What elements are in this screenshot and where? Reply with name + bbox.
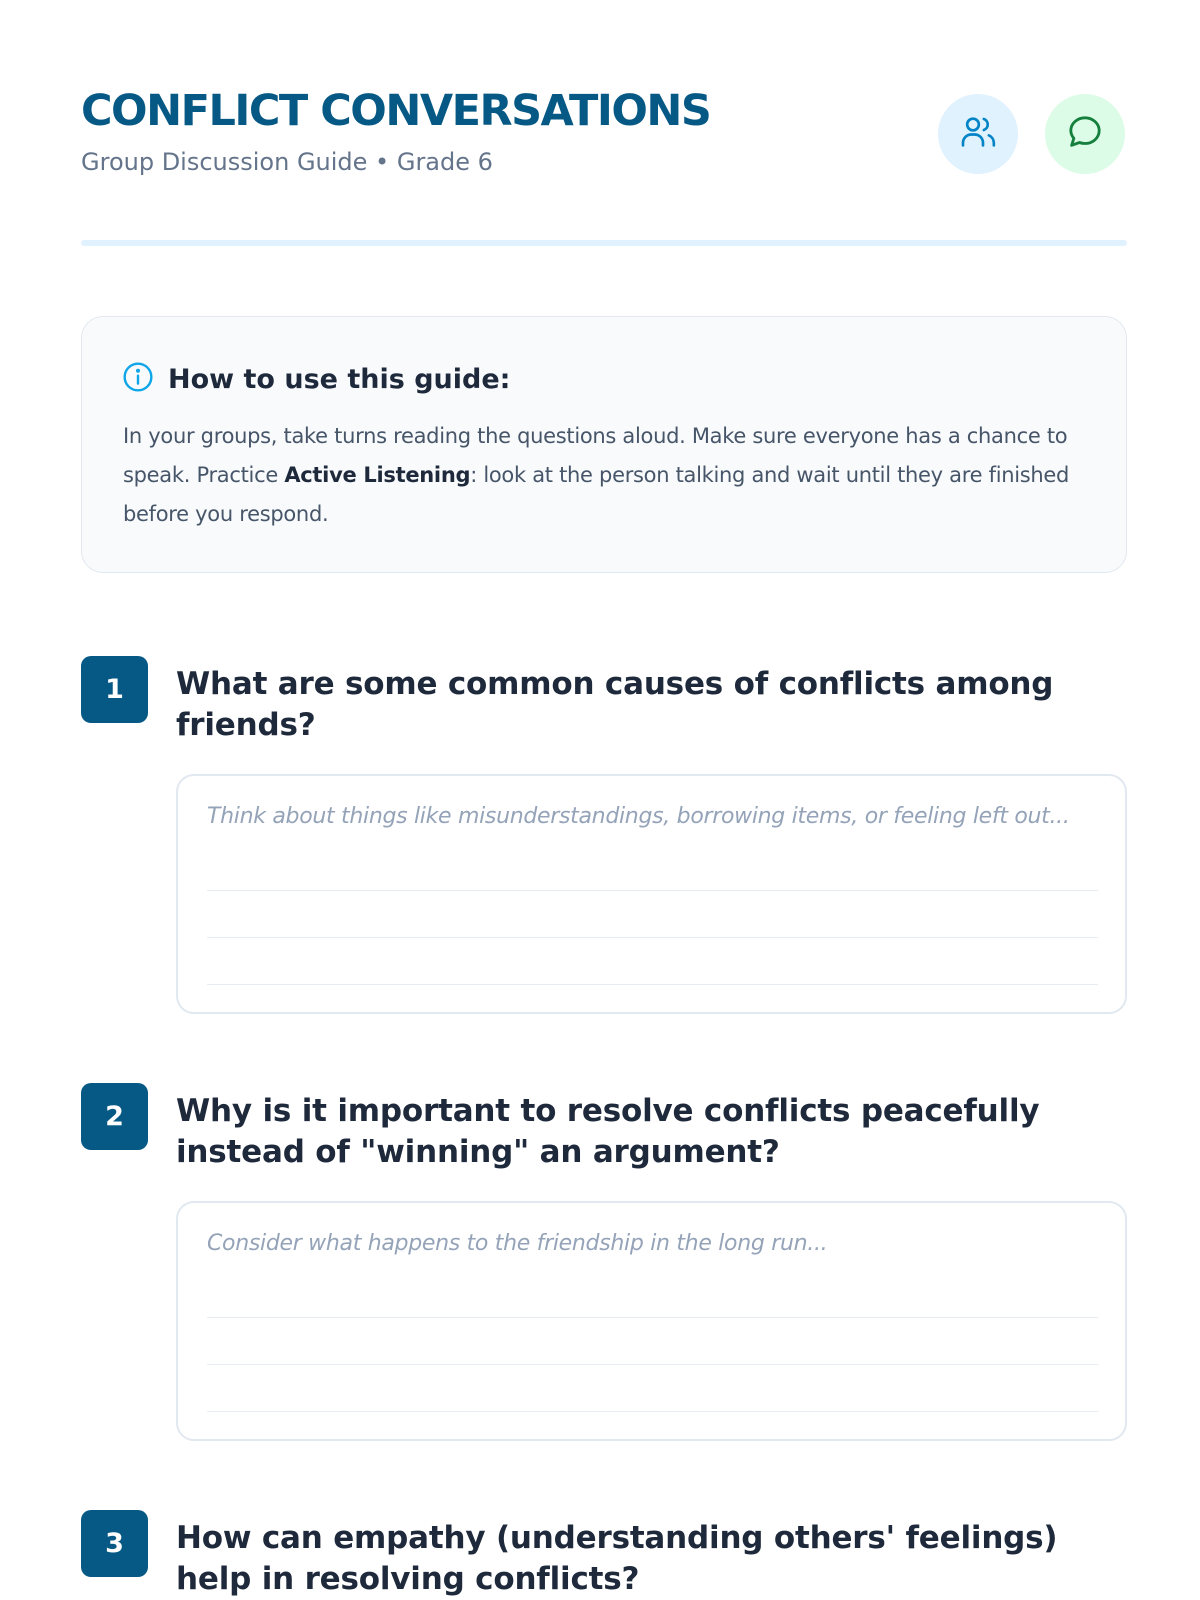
question-number-badge: 1 (81, 656, 148, 723)
question-text: Why is it important to resolve conflicts peacefully instead of "winning" an argument? (176, 1093, 1040, 1170)
question-number-badge: 2 (81, 1083, 148, 1150)
active-listening-term: Active Listening (284, 463, 471, 487)
instructions-text-start: In your groups, take turns reading the questions aloud. Make sure everyone has a chance to speak. Practice (123, 424, 1068, 487)
answer-hint: Think about things like misunderstandings, borrowing items, or feeling left out... (207, 804, 1070, 829)
writing-line (207, 1364, 1098, 1365)
instructions-box (81, 316, 1127, 573)
info-icon (122, 361, 154, 397)
users-icon-button[interactable] (938, 94, 1018, 174)
chat-icon-button[interactable] (1045, 94, 1125, 174)
page-title: CONFLICT CONVERSATIONS (81, 86, 711, 136)
users-icon (958, 112, 998, 156)
answer-box[interactable] (176, 774, 1127, 1014)
answer-hint: Consider what happens to the friendship in the long run... (207, 1231, 828, 1256)
question-text: How can empathy (understanding others' feelings) help in resolving conflicts? (176, 1520, 1058, 1597)
writing-line (207, 890, 1098, 891)
header-divider (81, 240, 1127, 246)
instructions-title: How to use this guide: (168, 363, 511, 395)
page-subtitle: Group Discussion Guide • Grade 6 (81, 148, 493, 176)
writing-line (207, 937, 1098, 938)
question-number-badge: 3 (81, 1510, 148, 1577)
instructions-heading (122, 361, 510, 397)
instructions-text (123, 417, 1073, 534)
question-text: What are some common causes of conflicts among friends? (176, 666, 1054, 743)
writing-line (207, 984, 1098, 985)
writing-line (207, 1317, 1098, 1318)
instructions-text-end: : look at the person talking and wait until they are finished before you respond. (123, 463, 1070, 526)
chat-bubble-icon (1065, 112, 1105, 156)
page-header (81, 82, 1127, 192)
writing-line (207, 1411, 1098, 1412)
answer-box[interactable] (176, 1201, 1127, 1441)
